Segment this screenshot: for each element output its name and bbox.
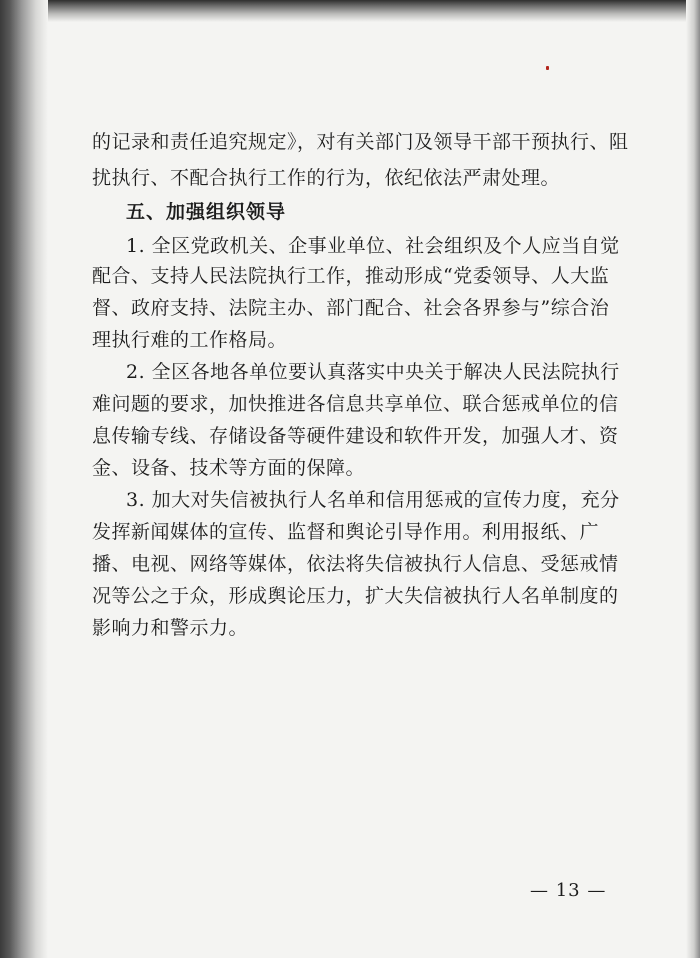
text-line: 况等公之于众，形成舆论压力，扩大失信被执行人名单制度的 bbox=[92, 585, 619, 607]
text-line: 配合、支持人民法院执行工作，推动形成“党委领导、人大监 bbox=[92, 265, 610, 287]
text-line: 难问题的要求，加快推进各信息共享单位、联合惩戒单位的信 bbox=[92, 393, 619, 415]
text-line: 息传输专线、存储设备等硬件建设和软件开发，加强人才、资 bbox=[92, 425, 619, 447]
text-line: 1. 全区党政机关、企事业单位、社会组织及个人应当自觉 bbox=[126, 235, 620, 257]
text-line: 播、电视、网络等媒体，依法将失信被执行人信息、受惩戒情 bbox=[92, 553, 619, 575]
text-line: 3. 加大对失信被执行人名单和信用惩戒的宣传力度，充分 bbox=[126, 489, 620, 511]
text-line: 理执行难的工作格局。 bbox=[92, 329, 288, 351]
text-line: 督、政府支持、法院主办、部门配合、社会各界参与”综合治 bbox=[92, 297, 610, 319]
text-line: 金、设备、技术等方面的保障。 bbox=[92, 457, 366, 479]
section-heading: 五、加强组织领导 bbox=[126, 201, 287, 223]
text-line: 发挥新闻媒体的宣传、监督和舆论引导作用。利用报纸、广 bbox=[92, 521, 600, 543]
text-line: 扰执行、不配合执行工作的行为，依纪依法严肃处理。 bbox=[92, 167, 561, 189]
page-number: — 13 — bbox=[530, 880, 607, 901]
text-line: 的记录和责任追究规定》，对有关部门及领导干部干预执行、阻 bbox=[92, 131, 629, 153]
text-line: 影响力和警示力。 bbox=[92, 617, 249, 639]
text-line: 2. 全区各地各单位要认真落实中央关于解决人民法院执行 bbox=[126, 361, 620, 383]
